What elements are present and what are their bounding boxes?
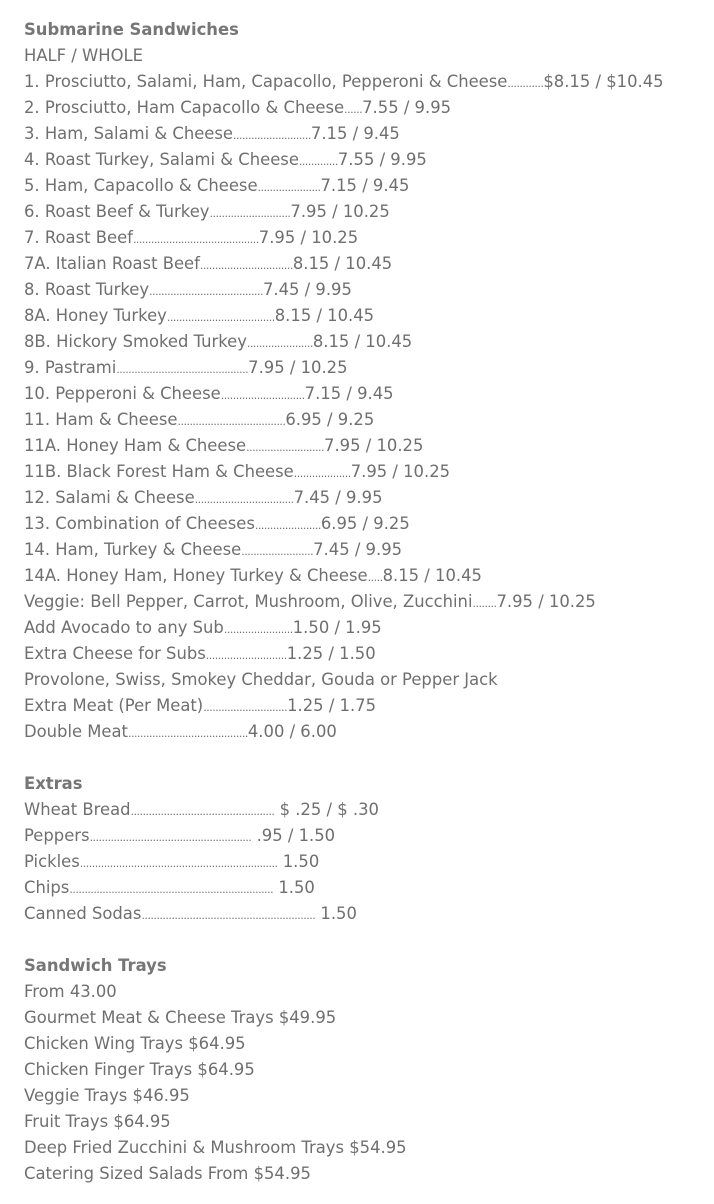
dot-leader: ...............................: [199, 259, 293, 272]
menu-item: [24, 199, 704, 225]
dot-leader: ......................................: [149, 285, 263, 298]
item-label: Veggie: Bell Pepper, Carrot, Mushroom, Olive, Zucchini: [24, 592, 473, 611]
menu-item: [24, 563, 704, 589]
item-label: 8B. Hickory Smoked Turkey: [24, 332, 247, 351]
item-price: 7.15 / 9.45: [304, 384, 394, 403]
menu-item: [24, 147, 704, 173]
item-label: 3. Ham, Salami & Cheese: [24, 124, 233, 143]
menu-item: [24, 641, 704, 667]
menu-section: [24, 953, 704, 1187]
menu-item: [24, 433, 704, 459]
menu-item: [24, 615, 704, 641]
dot-leader: ............................................: [116, 363, 249, 376]
menu-item: [24, 511, 704, 537]
item-price: 1.50 / 1.95: [292, 618, 382, 637]
section-gap: [24, 927, 704, 953]
dot-leader: ............................: [203, 701, 288, 714]
item-price: 7.45 / 9.95: [262, 280, 352, 299]
menu-item: [24, 979, 704, 1005]
item-label: Chicken Wing Trays $64.95: [24, 1034, 246, 1053]
item-label: 5. Ham, Capacollo & Cheese: [24, 176, 258, 195]
dot-leader: .................................: [194, 493, 294, 506]
menu-item: [24, 173, 704, 199]
item-label: Canned Sodas: [24, 904, 142, 923]
item-price: 4.00 / 6.00: [247, 722, 337, 741]
item-label: Extra Meat (Per Meat): [24, 696, 204, 715]
dot-leader: ...........................: [205, 649, 287, 662]
item-label: 14A. Honey Ham, Honey Turkey & Cheese: [24, 566, 368, 585]
item-label: 10. Pepperoni & Cheese: [24, 384, 221, 403]
menu-section: [24, 17, 704, 745]
item-label: 8. Roast Turkey: [24, 280, 150, 299]
menu-item: [24, 1031, 704, 1057]
dot-leader: .......................: [223, 623, 293, 636]
dot-leader: ............................: [220, 389, 305, 402]
item-price: 7.95 / 10.25: [350, 462, 451, 481]
menu-item: [24, 407, 704, 433]
menu-item: [24, 303, 704, 329]
menu-item: [24, 875, 704, 901]
item-label: Chicken Finger Trays $64.95: [24, 1060, 255, 1079]
menu-item: [24, 225, 704, 251]
dot-leader: ..........................................................: [141, 909, 316, 922]
item-price: 1.50: [277, 852, 320, 871]
dot-leader: ........................: [241, 545, 314, 558]
menu-item: [24, 901, 704, 927]
item-label: 6. Roast Beef & Turkey: [24, 202, 210, 221]
item-price: 7.95 / 10.25: [258, 228, 359, 247]
item-label: Fruit Trays $64.95: [24, 1112, 171, 1131]
section-gap: [24, 745, 704, 771]
item-label: 1. Prosciutto, Salami, Ham, Capacollo, Pepperoni & Cheese: [24, 72, 508, 91]
menu-item: [24, 251, 704, 277]
menu-item: [24, 719, 704, 745]
menu-item: [24, 121, 704, 147]
item-label: 7. Roast Beef: [24, 228, 133, 247]
item-price: 7.15 / 9.45: [310, 124, 400, 143]
item-price: 7.95 / 10.25: [290, 202, 390, 221]
item-price: 7.55 / 9.95: [362, 98, 452, 117]
item-label: 9. Pastrami: [24, 358, 117, 377]
menu-item: [24, 43, 704, 69]
item-label: HALF / WHOLE: [24, 46, 143, 65]
item-label: Double Meat: [24, 722, 128, 741]
item-price: 8.15 / 10.45: [292, 254, 393, 273]
menu-item: [24, 693, 704, 719]
dot-leader: ......................: [254, 519, 321, 532]
item-label: Peppers: [24, 826, 90, 845]
menu-item: [24, 381, 704, 407]
menu-item: [24, 823, 704, 849]
item-price: 7.15 / 9.45: [320, 176, 410, 195]
dot-leader: .....: [367, 571, 383, 584]
menu-item: [24, 667, 704, 693]
item-label: Catering Sized Salads From $54.95: [24, 1164, 311, 1183]
item-price: 8.15 / 10.45: [382, 566, 482, 585]
item-label: Add Avocado to any Sub: [24, 618, 224, 637]
menu-item: [24, 1057, 704, 1083]
menu-document: [24, 17, 704, 1187]
item-label: 2. Prosciutto, Ham Capacollo & Cheese: [24, 98, 345, 117]
item-price: 7.95 / 10.25: [324, 436, 424, 455]
menu-item: [24, 485, 704, 511]
menu-item: [24, 459, 704, 485]
dot-leader: ........................................: [128, 727, 248, 740]
item-label: 7A. Italian Roast Beef: [24, 254, 200, 273]
dot-leader: ........: [472, 597, 497, 610]
item-price: 7.55 / 9.95: [337, 150, 427, 169]
item-price: 7.95 / 10.25: [496, 592, 596, 611]
item-label: Wheat Bread: [24, 800, 131, 819]
section-heading: Submarine Sandwiches: [24, 20, 239, 39]
item-price: $ .25 / $ .30: [274, 800, 379, 819]
dot-leader: .............: [298, 155, 338, 168]
item-label: Pickles: [24, 852, 80, 871]
dot-leader: ......................: [246, 337, 313, 350]
item-price: 1.50: [315, 904, 357, 923]
item-price: 7.45 / 9.95: [293, 488, 383, 507]
menu-section: [24, 771, 704, 927]
item-price: 8.15 / 10.45: [274, 306, 375, 325]
item-label: Deep Fried Zucchini & Mushroom Trays $54.95: [24, 1138, 407, 1157]
menu-item: [24, 69, 704, 95]
item-price: 7.95 / 10.25: [248, 358, 348, 377]
section-heading: Sandwich Trays: [24, 956, 167, 975]
item-label: 12. Salami & Cheese: [24, 488, 195, 507]
dot-leader: ................................................: [130, 805, 275, 818]
menu-item: [24, 1161, 704, 1187]
dot-leader: ......................................................: [89, 831, 252, 844]
item-label: Gourmet Meat & Cheese Trays $49.95: [24, 1008, 337, 1027]
item-price: 1.25 / 1.75: [287, 696, 377, 715]
item-price: 7.45 / 9.95: [313, 540, 403, 559]
menu-item: [24, 537, 704, 563]
dot-leader: ...................: [293, 467, 351, 480]
menu-item: [24, 1083, 704, 1109]
dot-leader: ............: [507, 77, 544, 90]
item-label: Veggie Trays $46.95: [24, 1086, 190, 1105]
menu-item: [24, 1135, 704, 1161]
item-label: 8A. Honey Turkey: [24, 306, 167, 325]
item-label: 4. Roast Turkey, Salami & Cheese: [24, 150, 299, 169]
menu-item: [24, 797, 704, 823]
item-label: 14. Ham, Turkey & Cheese: [24, 540, 242, 559]
item-price: 6.95 / 9.25: [285, 410, 375, 429]
section-heading: Extras: [24, 774, 83, 793]
item-label: 11. Ham & Cheese: [24, 410, 178, 429]
dot-leader: ....................................................................: [69, 883, 274, 896]
item-price: 8.15 / 10.45: [312, 332, 413, 351]
item-price: .95 / 1.50: [251, 826, 336, 845]
item-label: Chips: [24, 878, 70, 897]
item-label: 13. Combination of Cheeses: [24, 514, 255, 533]
menu-item: [24, 355, 704, 381]
menu-item: [24, 1109, 704, 1135]
dot-leader: ..........................: [233, 129, 311, 142]
menu-item: [24, 329, 704, 355]
item-price: 1.25 / 1.50: [286, 644, 376, 663]
item-price: $8.15 / $10.45: [543, 72, 664, 91]
item-label: 11A. Honey Ham & Cheese: [24, 436, 247, 455]
dot-leader: ......: [344, 103, 363, 116]
item-price: 1.50: [273, 878, 315, 897]
item-label: From 43.00: [24, 982, 117, 1001]
menu-item: [24, 589, 704, 615]
dot-leader: ..........................................: [132, 233, 259, 246]
dot-leader: ...........................: [209, 207, 291, 220]
dot-leader: ....................................: [166, 311, 275, 324]
item-price: 6.95 / 9.25: [320, 514, 410, 533]
menu-item: [24, 277, 704, 303]
menu-item: [24, 95, 704, 121]
menu-item: [24, 1005, 704, 1031]
dot-leader: ..........................: [246, 441, 325, 454]
dot-leader: ..................................................................: [79, 857, 278, 870]
item-label: Extra Cheese for Subs: [24, 644, 206, 663]
menu-item: [24, 849, 704, 875]
item-label: Provolone, Swiss, Smokey Cheddar, Gouda or Pepper Jack: [24, 670, 498, 689]
dot-leader: .....................: [257, 181, 321, 194]
item-label: 11B. Black Forest Ham & Cheese: [24, 462, 294, 481]
dot-leader: ....................................: [177, 415, 286, 428]
